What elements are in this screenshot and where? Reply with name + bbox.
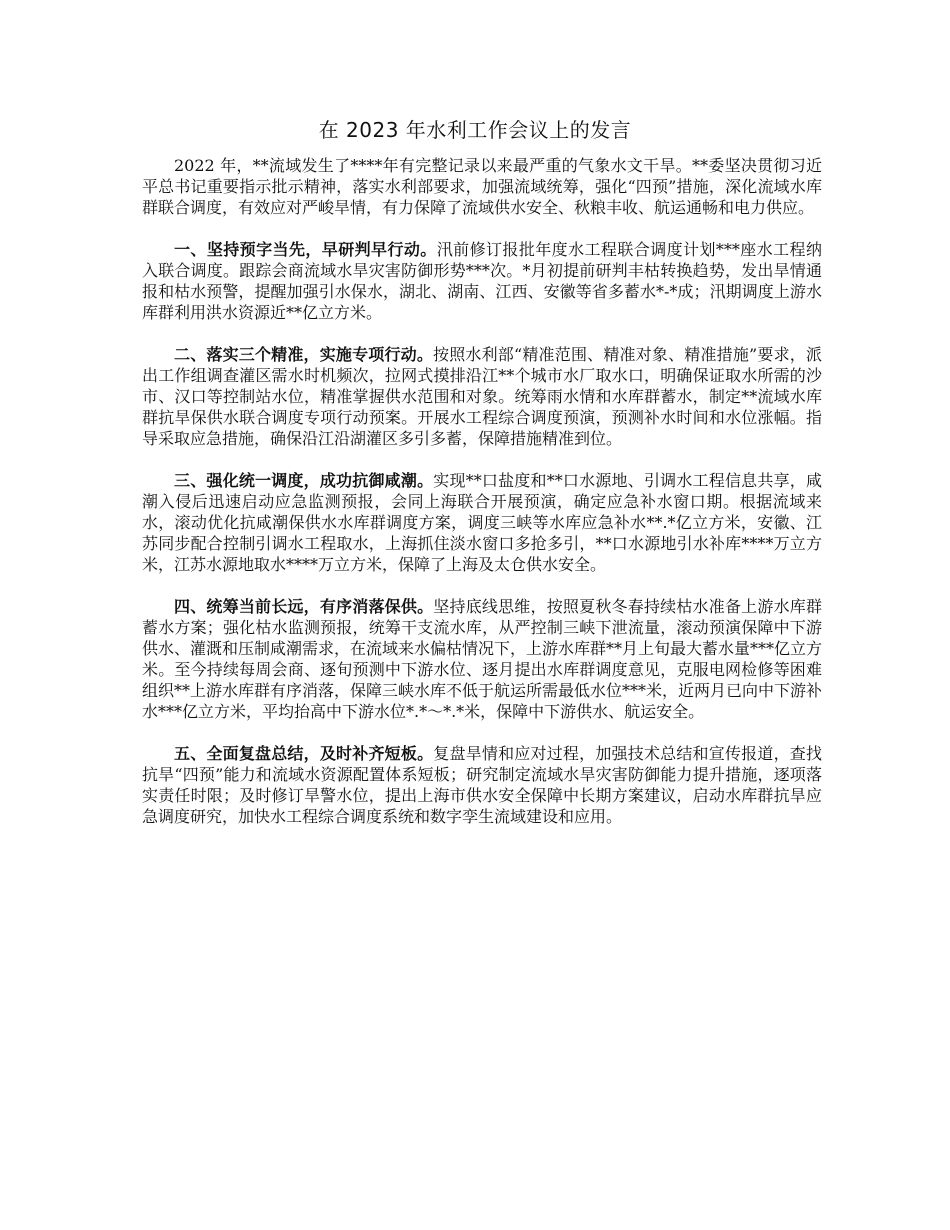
section-paragraph-4: [142, 596, 822, 722]
section-heading-3: 三、强化统一调度，成功抗御咸潮。: [174, 471, 434, 490]
document-body: [142, 155, 822, 848]
section-heading-4: 四、统筹当前长远，有序消落保供。: [174, 597, 434, 616]
section-heading-1: 一、坚持预字当先，早研判早行动。: [174, 240, 437, 259]
intro-paragraph: 2022 年，**流域发生了****年有完整记录以来最严重的气象水文干旱。**委坚决贯彻习近平总书记重要指示批示精神，落实水利部要求，加强流域统筹，强化“四预”措施，深化流域水库群联合调度，有效应对严峻旱情，有力保障了流域供水安全、秋粮丰收、航运通畅和电力供应。: [142, 156, 822, 217]
section-body-1: 汛前修订报批年度水工程联合调度计划***座水工程纳入联合调度。跟踪会商流域水旱灾害防御形势***次。*月初提前研判丰枯转换趋势，发出旱情通报和枯水预警，提醒加强引水保水，湖北、湖南、江西、安徽等省多蓄水*-*成；汛期调度上游水库群利用洪水资源近**亿立方米。: [142, 240, 822, 322]
section-body-2: 按照水利部“精准范围、精准对象、精准措施”要求，派出工作组调查灌区需水时机频次，拉网式摸排沿江**个城市水厂取水口，明确保证取水所需的沙市、汉口等控制站水位，精准掌握供水范围和对象。统筹雨水情和水库群蓄水，制定**流域水库群抗旱保供水联合调度专项行动预案。开展水工程综合调度预演，预测补水时间和水位涨幅。指导采取应急措施，确保沿江沿湖灌区多引多蓄，保障措施精准到位。: [142, 345, 822, 448]
section-heading-2: 二、落实三个精准，实施专项行动。: [174, 345, 434, 364]
section-heading-5: 五、全面复盘总结，及时补齐短板。: [174, 744, 434, 763]
section-body-3: 实现**口盐度和**口水源地、引调水工程信息共享，咸潮入侵后迅速启动应急监测预报，会同上海联合开展预演，确定应急补水窗口期。根据流域来水，滚动优化抗咸潮保供水水库群调度方案，调度三峡等水库应急补水**.*亿立方米，安徽、江苏同步配合控制引调水工程取水，上海抓住淡水窗口多抢多引，**口水源地引水补库****万立方米，江苏水源地取水****万立方米，保障了上海及太仓供水安全。: [142, 471, 822, 574]
section-paragraph-3: [142, 470, 822, 575]
page-title: 在 2023 年水利工作会议上的发言: [318, 118, 632, 142]
section-paragraph-5: [142, 743, 822, 827]
section-body-4: 坚持底线思维，按照夏秋冬春持续枯水准备上游水库群蓄水方案；强化枯水监测预报，统筹干支流水库，从严控制三峡下泄流量，滚动预演保障中下游供水、灌溉和压制咸潮需求，在流域来水偏枯情况下，上游水库群**月上旬最大蓄水量***亿立方米。至今持续每周会商、逐旬预测中下游水位、逐月提出水库群调度意见，克服电网检修等困难组织**上游水库群有序消落，保障三峡水库不低于航运所需最低水位***米，近两月已向中下游补水***亿立方米，平均抬高中下游水位*.*～*.*米，保障中下游供水、航运安全。: [142, 597, 823, 721]
section-body-5: 复盘旱情和应对过程，加强技术总结和宣传报道，查找抗旱“四预”能力和流域水资源配置体系短板；研究制定流域水旱灾害防御能力提升措施，逐项落实责任时限；及时修订旱警水位，提出上海市供水安全保障中长期方案建议，启动水库群抗旱应急调度研究，加快水工程综合调度系统和数字孪生流域建设和应用。: [142, 744, 822, 826]
section-paragraph-2: [142, 344, 822, 449]
section-paragraph-1: [142, 239, 822, 323]
